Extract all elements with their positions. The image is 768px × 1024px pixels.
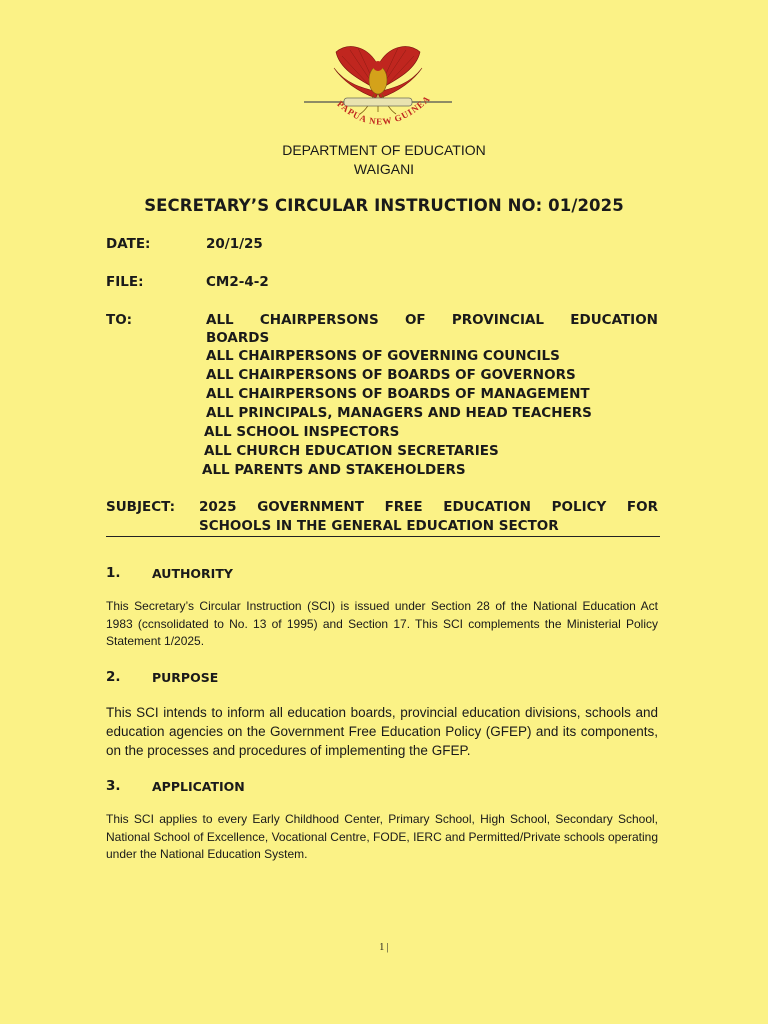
subject-label: SUBJECT:	[106, 499, 175, 515]
subject-word: 2025	[199, 499, 237, 515]
recipient-line: ALL SCHOOL INSPECTORS	[204, 424, 400, 440]
subject-word: GOVERNMENT	[257, 499, 364, 515]
section-title: PURPOSE	[152, 670, 219, 685]
subject-word: EDUCATION	[443, 499, 531, 515]
file-value: CM2-4-2	[206, 274, 269, 290]
recipient-word: CHAIRPERSONS	[259, 312, 379, 328]
subject-word: FREE	[384, 499, 423, 515]
subject-line-1	[199, 499, 658, 515]
recipient-line: ALL CHURCH EDUCATION SECRETARIES	[204, 443, 499, 459]
emblem-text: PAPUA NEW GUINEA	[335, 93, 433, 127]
subject-divider	[106, 536, 660, 537]
department-name: DEPARTMENT OF EDUCATION	[282, 142, 486, 158]
recipient-line: BOARDS	[206, 330, 270, 346]
circular-title: SECRETARY’S CIRCULAR INSTRUCTION NO: 01/2025	[144, 196, 624, 215]
png-emblem-icon	[300, 40, 456, 146]
section-number: 1.	[106, 565, 121, 581]
recipient-word: PROVINCIAL	[451, 312, 545, 328]
recipient-word: OF	[404, 312, 426, 328]
recipient-line: ALL PARENTS AND STAKEHOLDERS	[202, 462, 466, 478]
section-number: 2.	[106, 669, 121, 685]
subject-line-2: SCHOOLS IN THE GENERAL EDUCATION SECTOR	[199, 518, 559, 534]
file-label: FILE:	[106, 274, 144, 290]
to-label: TO:	[106, 312, 133, 328]
recipient-line: ALL CHAIRPERSONS OF GOVERNING COUNCILS	[206, 348, 560, 364]
section-text: This SCI applies to every Early Childhood Center, Primary School, High School, Secondary School, National School of Excellence, Vocational Centre, FODE, IERC and Permitted/Private schools operating under the National Education System.	[106, 812, 658, 861]
date-value: 20/1/25	[206, 236, 263, 252]
recipient-line: ALL CHAIRPERSONS OF BOARDS OF MANAGEMENT	[206, 386, 590, 402]
department-location: WAIGANI	[353, 161, 415, 177]
recipient-line	[206, 312, 658, 328]
section-title: AUTHORITY	[152, 566, 233, 581]
section-text: This SCI intends to inform all education boards, provincial education divisions, schools and education agencies on the Government Free Education Policy (GFEP) and its components, on the processes and procedures of implementing the GFEP.	[106, 705, 658, 758]
date-label: DATE:	[106, 236, 151, 252]
subject-word: POLICY	[551, 499, 607, 515]
section-number: 3.	[106, 778, 121, 794]
recipient-word: EDUCATION	[570, 312, 658, 328]
recipient-word: ALL	[206, 312, 234, 328]
section-title: APPLICATION	[152, 779, 245, 794]
recipient-line: ALL CHAIRPERSONS OF BOARDS OF GOVERNORS	[206, 367, 576, 383]
page-number: 1 |	[379, 942, 389, 953]
subject-word: FOR	[626, 499, 658, 515]
recipient-line: ALL PRINCIPALS, MANAGERS AND HEAD TEACHERS	[206, 405, 592, 421]
section-text: This Secretary’s Circular Instruction (SCI) is issued under Section 28 of the National Education Act 1983 (ccnsolidated to No. 13 of 1995) and Section 17. This SCI complements the Ministerial Policy Statement 1/2025.	[106, 599, 658, 648]
